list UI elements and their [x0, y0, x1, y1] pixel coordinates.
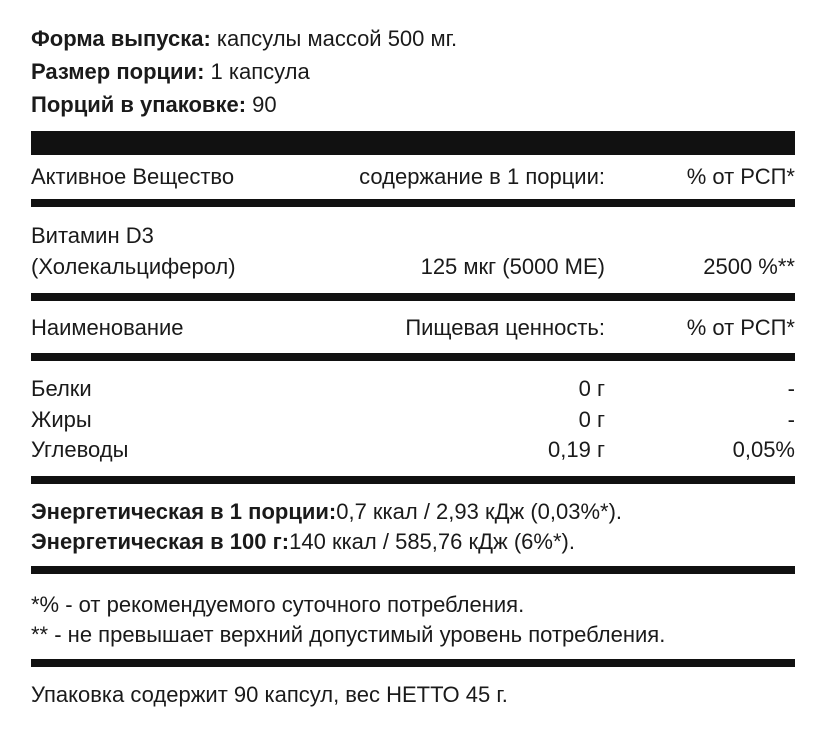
energy-per-serving-value: 0,7 ккал / 2,93 кДж (0,03%*).	[336, 499, 623, 524]
nutrition-row-rsp: -	[787, 407, 795, 432]
active-col-rsp: % от РСП*	[686, 164, 795, 189]
package-contents: Упаковка содержит 90 капсул, вес НЕТТО 45 г.	[31, 682, 508, 707]
divider	[31, 659, 795, 667]
nutrition-col-rsp: % от РСП*	[686, 315, 795, 340]
footnote-upper-limit: ** - не превышает верхний допустимый уровень потребления.	[31, 622, 666, 647]
release-form-value: капсулы массой 500 мг.	[216, 26, 458, 51]
divider	[31, 293, 795, 301]
active-name-line2: (Холекальциферол)	[31, 254, 236, 279]
nutrition-row-value: 0 г	[578, 407, 605, 432]
release-form-line	[31, 24, 457, 54]
thick-divider	[31, 131, 795, 155]
nutrition-row-rsp: -	[787, 376, 795, 401]
active-col-amount: содержание в 1 порции:	[359, 164, 605, 189]
nutrition-row-name: Белки	[31, 376, 92, 401]
energy-per-serving-label: Энергетическая в 1 порции:	[31, 499, 337, 524]
serving-size-label: Размер порции:	[31, 59, 205, 84]
divider	[31, 566, 795, 574]
nutrition-row-name: Жиры	[31, 407, 92, 432]
serving-size-value: 1 капсула	[210, 59, 310, 84]
servings-per-pack-value: 90	[252, 92, 277, 117]
active-name-line1: Витамин D3	[31, 223, 154, 248]
nutrition-col-name: Наименование	[31, 315, 184, 340]
nutrition-col-value: Пищевая ценность:	[405, 315, 605, 340]
energy-per-serving-line	[31, 497, 622, 527]
footnote-percent: *% - от рекомендуемого суточного потребления.	[31, 592, 525, 617]
servings-per-pack-label: Порций в упаковке:	[31, 92, 247, 117]
nutrition-row-name: Углеводы	[31, 437, 129, 462]
release-form-label: Форма выпуска:	[31, 26, 211, 51]
energy-per-100g-label: Энергетическая в 100 г:	[31, 529, 290, 554]
energy-per-100g-value: 140 ккал / 585,76 кДж (6%*).	[289, 529, 575, 554]
active-amount: 125 мкг (5000 МЕ)	[420, 254, 605, 279]
divider	[31, 476, 795, 484]
energy-per-100g-line	[31, 527, 575, 557]
nutrition-row-value: 0,19 г	[548, 437, 605, 462]
nutrition-row-value: 0 г	[578, 376, 605, 401]
divider	[31, 353, 795, 361]
active-col-name: Активное Вещество	[31, 164, 235, 189]
servings-per-pack-line	[31, 90, 277, 120]
nutrition-row-rsp: 0,05%	[732, 437, 795, 462]
divider	[31, 199, 795, 207]
active-rsp: 2500 %**	[703, 254, 795, 279]
serving-size-line	[31, 57, 310, 87]
